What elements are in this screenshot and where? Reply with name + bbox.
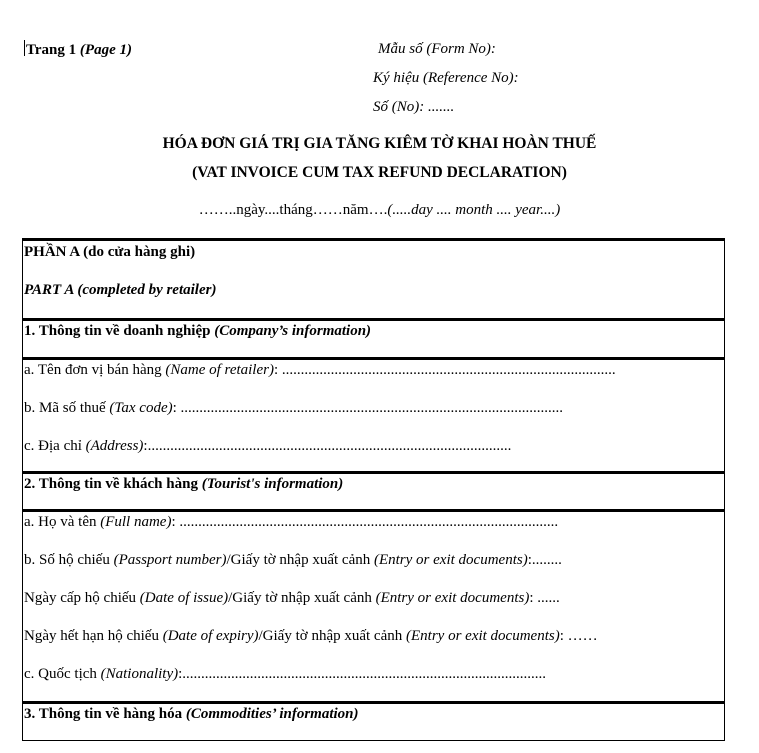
reference-no-field[interactable]: Ký hiệu (Reference No):	[373, 70, 519, 86]
document-title-vi: HÓA ĐƠN GIÁ TRỊ GIA TĂNG KIÊM TỜ KHAI HOÀN THUẾ	[162, 135, 597, 152]
passport-number-field[interactable]: b. Số hộ chiếu (Passport number)/Giấy tờ nhập xuất cảnh (Entry or exit documents):........	[24, 552, 562, 568]
page-label: Trang 1 (Page 1)	[26, 42, 132, 58]
section-company-fields	[23, 357, 724, 471]
date-of-expiry-field[interactable]: Ngày hết hạn hộ chiếu (Date of expiry)/Giấy tờ nhập xuất cảnh (Entry or exit documents): ……	[24, 628, 598, 644]
number-field[interactable]: Số (No): .......	[373, 99, 455, 115]
part-a-title-en: PART A (completed by retailer)	[24, 282, 217, 298]
tax-code-field[interactable]: b. Mã số thuế (Tax code): ......................................................................................................	[24, 400, 564, 416]
text-cursor	[24, 40, 25, 56]
date-of-issue-field[interactable]: Ngày cấp hộ chiếu (Date of issue)/Giấy tờ nhập xuất cảnh (Entry or exit documents): ......	[24, 590, 560, 606]
document-title-en: (VAT INVOICE CUM TAX REFUND DECLARATION)	[192, 164, 567, 181]
declaration-form-table	[22, 238, 725, 741]
section-commodities-header	[23, 701, 724, 740]
address-field[interactable]: c. Địa chỉ (Address):.................................................................................................	[24, 438, 512, 454]
section-company-title: 1. Thông tin về doanh nghiệp (Company’s information)	[24, 323, 372, 339]
section-company-header	[23, 318, 724, 357]
full-name-field[interactable]: a. Họ và tên (Full name): .....................................................................................................	[24, 514, 559, 530]
nationality-field[interactable]: c. Quốc tịch (Nationality):.................................................................................................	[24, 666, 547, 682]
form-no-field[interactable]: Mẫu số (Form No):	[378, 41, 496, 57]
section-tourist-fields	[23, 509, 724, 701]
date-line[interactable]: ……..ngày....tháng……năm….(.....day .... month .... year....)	[198, 202, 561, 218]
part-a-header	[23, 241, 724, 318]
section-commodities-title: 3. Thông tin về hàng hóa (Commodities’ information)	[24, 706, 359, 722]
part-a-title-vi: PHẦN A (do cửa hàng ghi)	[24, 244, 196, 260]
section-tourist-header	[23, 471, 724, 509]
section-tourist-title: 2. Thông tin về khách hàng (Tourist's information)	[24, 476, 344, 492]
retailer-name-field[interactable]: a. Tên đơn vị bán hàng (Name of retailer): .........................................................................................	[24, 362, 616, 378]
